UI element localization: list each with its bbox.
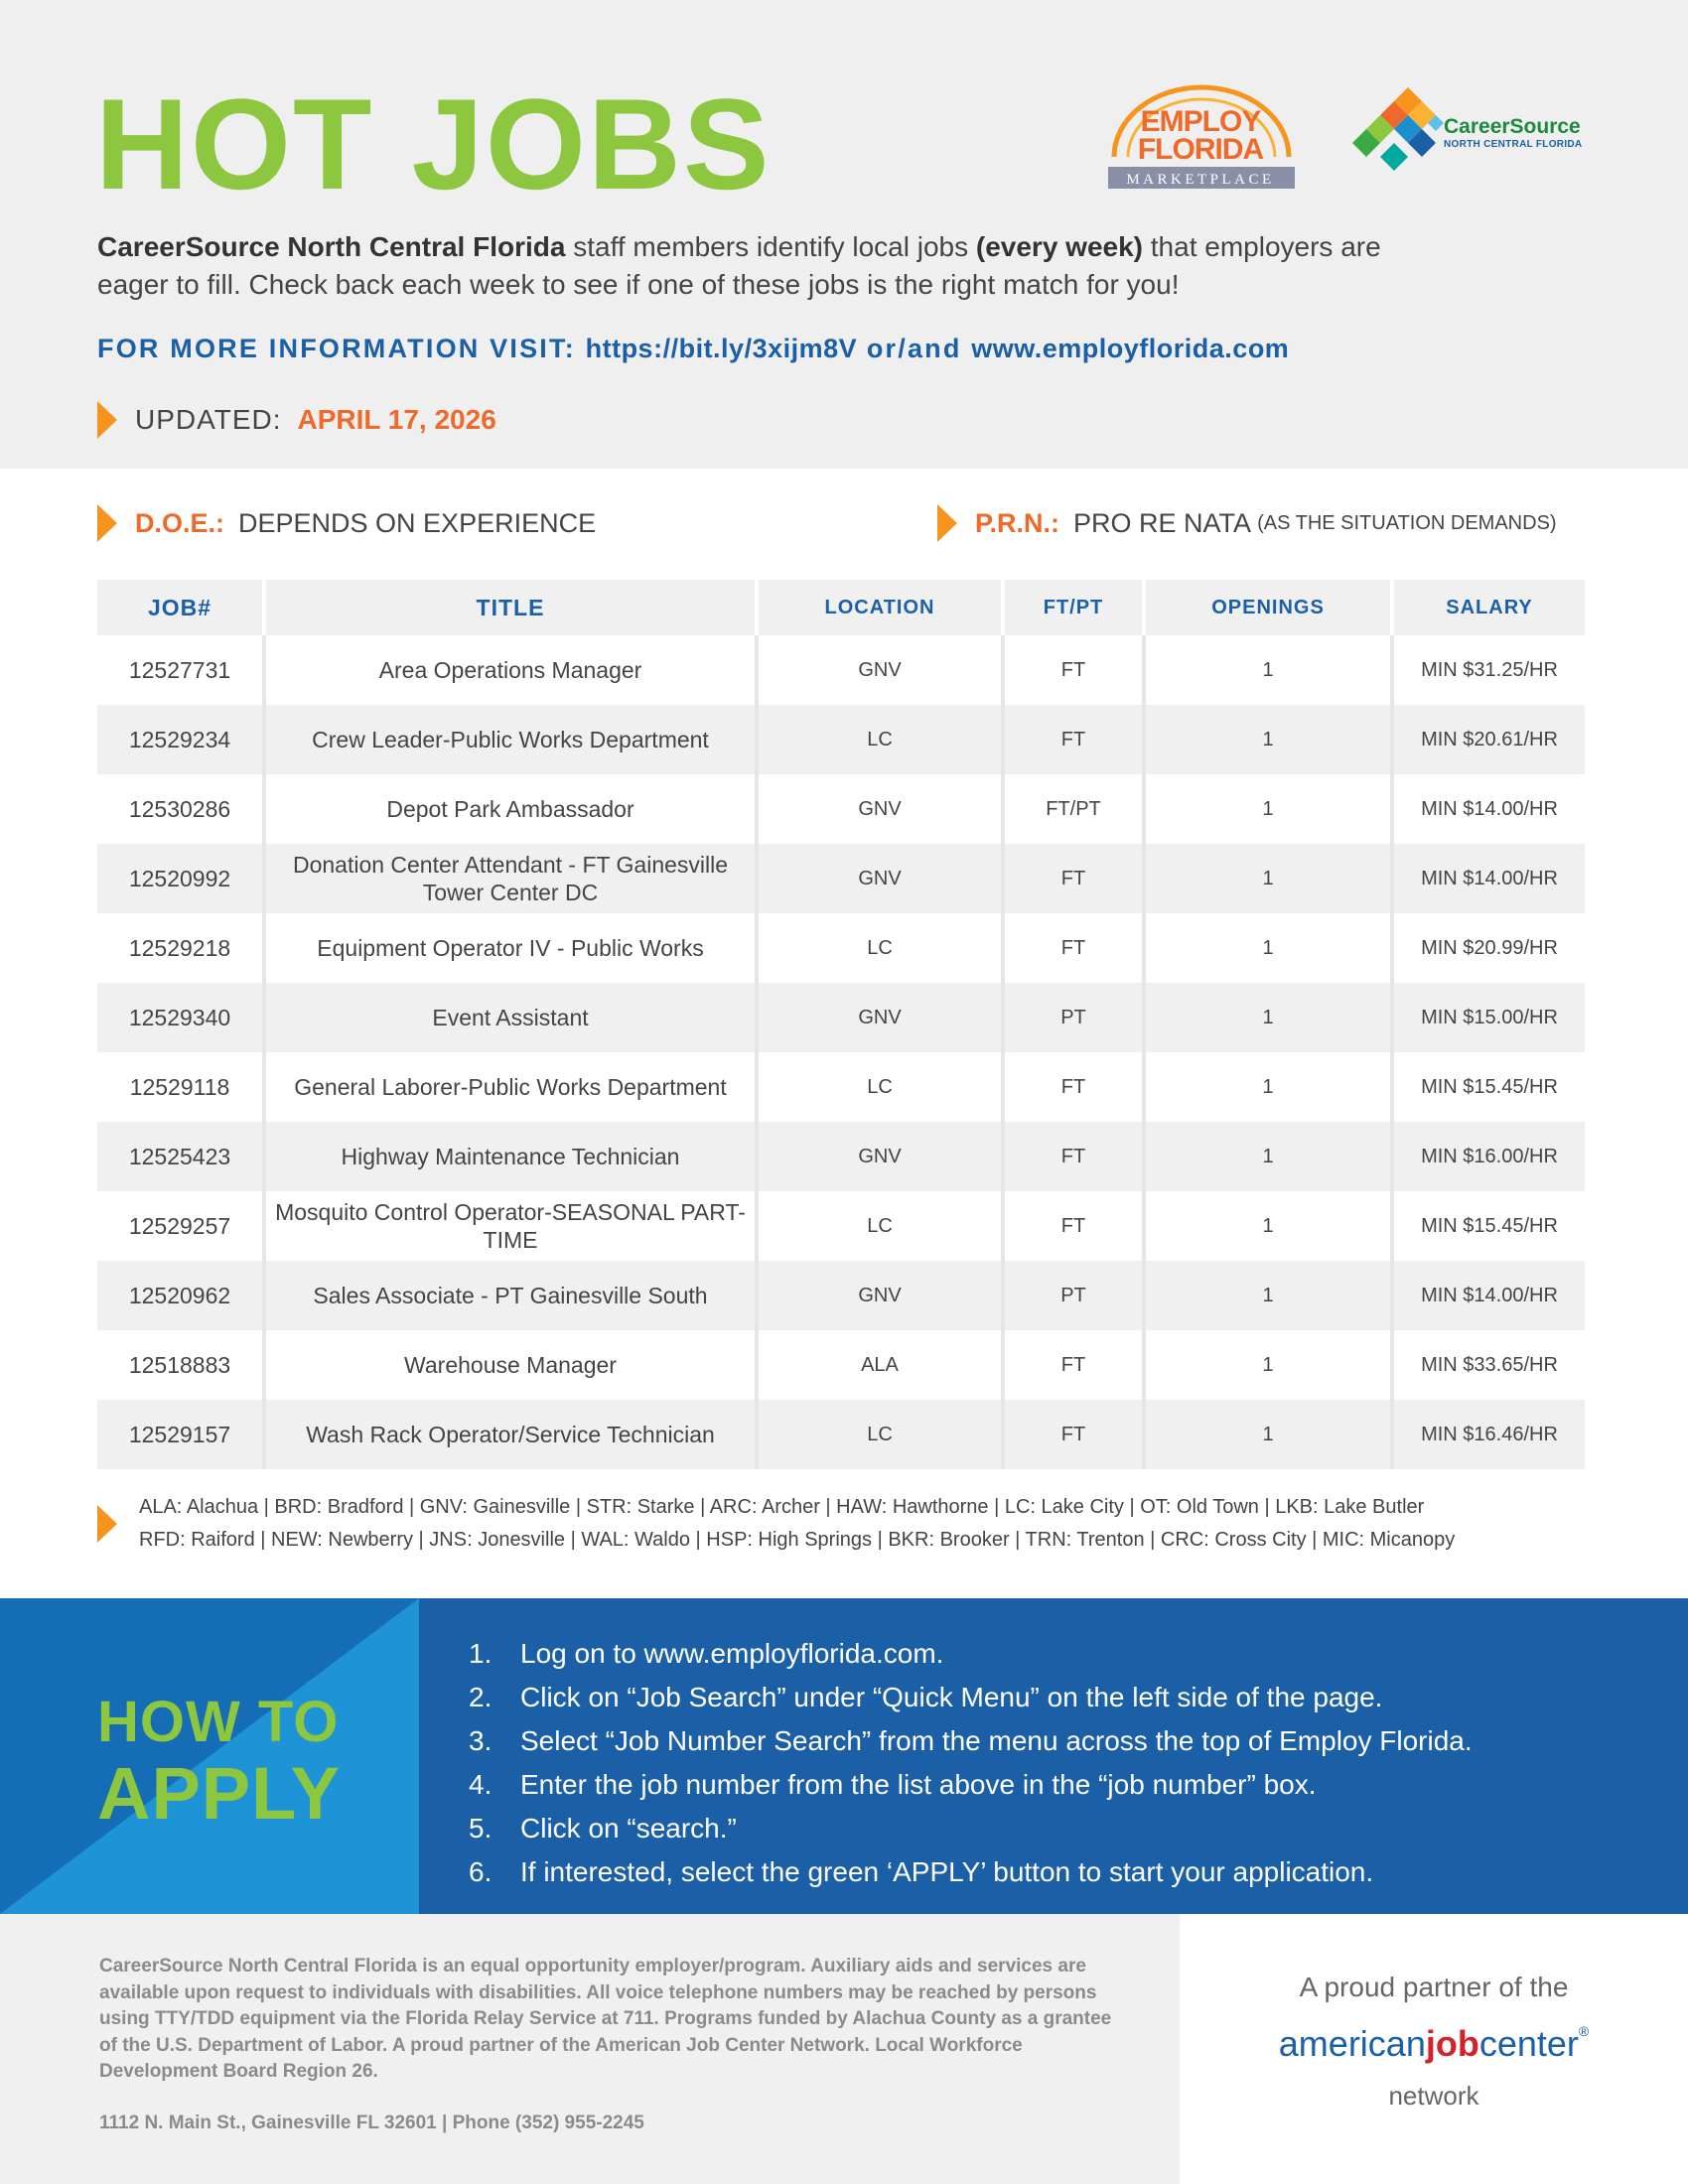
table-body <box>97 635 1585 1469</box>
table-row <box>97 913 1585 983</box>
cell-location: LC <box>759 1191 1005 1261</box>
header-title: TITLE <box>266 580 759 635</box>
apply-step <box>469 1632 1473 1676</box>
network-text: network <box>1388 2081 1479 2111</box>
cell-openings: 1 <box>1146 635 1394 705</box>
header-job-number: JOB# <box>97 580 266 635</box>
cell-job-number: 12529218 <box>97 913 266 983</box>
employ-florida-line3: MARKETPLACE <box>1126 172 1275 188</box>
legend-line-1: ALA: Alachua | BRD: Bradford | GNV: Gainesville | STR: Starke | ARC: Archer | HAW: Hawthorne | LC: Lake City | OT: Old Town | LKB: Lake Butler <box>139 1496 1425 1518</box>
prn-text: PRO RE NATA <box>1073 507 1252 538</box>
cell-openings: 1 <box>1146 1261 1394 1330</box>
cell-title: Highway Maintenance Technician <box>266 1122 759 1191</box>
ajc-part3: center <box>1478 2023 1579 2064</box>
page-title: HOT JOBS <box>95 71 772 216</box>
bitly-link[interactable]: https://bit.ly/3xijm8V <box>585 334 858 363</box>
step-number: 1. <box>469 1638 492 1669</box>
cell-openings: 1 <box>1146 1122 1394 1191</box>
partner-text: A proud partner of the <box>1299 1972 1569 2002</box>
cell-ft-pt: FT <box>1005 635 1146 705</box>
arrow-icon <box>937 504 957 542</box>
cell-title: Event Assistant <box>266 983 759 1052</box>
intro-paragraph <box>97 228 1428 304</box>
cell-job-number: 12529157 <box>97 1400 266 1469</box>
cell-salary: MIN $33.65/HR <box>1421 1354 1558 1376</box>
table-row <box>97 705 1585 774</box>
cell-job-number: 12529257 <box>97 1191 266 1261</box>
apply-step <box>469 1763 1473 1807</box>
cell-title: Wash Rack Operator/Service Technician <box>266 1400 759 1469</box>
cell-salary: MIN $14.00/HR <box>1421 798 1558 820</box>
cell-ft-pt: FT <box>1005 1052 1146 1122</box>
cell-salary: MIN $20.99/HR <box>1421 937 1558 959</box>
cell-job-number: 12525423 <box>97 1122 266 1191</box>
cell-title: Warehouse Manager <box>266 1330 759 1400</box>
cell-openings: 1 <box>1146 1191 1394 1261</box>
step-text: Select “Job Number Search” from the menu across the top of Employ Florida. <box>520 1725 1473 1756</box>
table-row <box>97 1191 1585 1261</box>
header-openings: OPENINGS <box>1146 580 1394 635</box>
updated-line <box>97 401 496 439</box>
step-number: 6. <box>469 1856 492 1887</box>
intro-org: CareerSource North Central Florida <box>97 231 566 262</box>
header-salary: SALARY <box>1446 596 1533 618</box>
cell-title: General Laborer-Public Works Department <box>266 1052 759 1122</box>
cell-location: LC <box>759 705 1005 774</box>
table-row <box>97 1052 1585 1122</box>
doe-text: DEPENDS ON EXPERIENCE <box>238 507 597 538</box>
cell-job-number: 12530286 <box>97 774 266 844</box>
cell-openings: 1 <box>1146 983 1394 1052</box>
cell-title: Mosquito Control Operator-SEASONAL PART-TIME <box>266 1191 759 1261</box>
cell-job-number: 12518883 <box>97 1330 266 1400</box>
prn-note <box>937 504 1557 542</box>
apply-steps <box>469 1632 1473 1894</box>
cell-openings: 1 <box>1146 1400 1394 1469</box>
cell-job-number: 12529234 <box>97 705 266 774</box>
ajc-part1: american <box>1278 2023 1426 2064</box>
doe-note <box>97 504 596 542</box>
how-to-apply-section <box>0 1598 1688 1914</box>
cell-salary: MIN $15.00/HR <box>1421 1007 1558 1028</box>
footer <box>0 1914 1688 2184</box>
table-header <box>97 580 1585 635</box>
cell-location: LC <box>759 1400 1005 1469</box>
american-job-center-logo <box>1180 2023 1688 2065</box>
cell-ft-pt: FT <box>1005 705 1146 774</box>
step-text: Log on to www.employflorida.com. <box>520 1638 944 1669</box>
cell-salary: MIN $15.45/HR <box>1421 1076 1558 1098</box>
prn-abbr: P.R.N.: <box>975 507 1060 538</box>
step-text: If interested, select the green ‘APPLY’ button to start your application. <box>520 1856 1374 1887</box>
cell-salary: MIN $20.61/HR <box>1421 729 1558 751</box>
arrow-icon <box>97 1505 117 1543</box>
cell-salary: MIN $15.45/HR <box>1421 1215 1558 1237</box>
apply-title-line1: HOW TO <box>97 1690 340 1754</box>
intro-text-2: that employers are eager to fill. Check back each week to see if one of these jobs is the right match for you! <box>97 231 1381 300</box>
table-row <box>97 983 1585 1052</box>
cell-ft-pt: FT/PT <box>1005 774 1146 844</box>
legal-disclaimer: CareerSource North Central Florida is an equal opportunity employer/program. Auxiliary aids and services are available upon request to individuals with disabilities. All voice telephone numbers may be reached by persons using TTY/TDD equipment via the Florida Relay Service at 711. Programs funded by Alachua County as a grantee of the U.S. Department of Labor. A proud partner of the American Job Center Network. Local Workforce Development Board Region 26. <box>99 1956 1112 2082</box>
jobs-table <box>97 580 1585 1469</box>
employ-florida-line2: FLORIDA <box>1137 133 1264 166</box>
cell-ft-pt: FT <box>1005 1330 1146 1400</box>
cell-ft-pt: PT <box>1005 983 1146 1052</box>
cell-salary: MIN $14.00/HR <box>1421 1285 1558 1306</box>
arrow-icon <box>97 401 117 439</box>
employ-florida-line1: EMPLOY <box>1140 105 1261 138</box>
cell-salary: MIN $31.25/HR <box>1421 659 1558 681</box>
cell-location: ALA <box>759 1330 1005 1400</box>
cell-location: LC <box>759 1052 1005 1122</box>
employflorida-link[interactable]: www.employflorida.com <box>971 334 1290 363</box>
table-row <box>97 1261 1585 1330</box>
cell-openings: 1 <box>1146 774 1394 844</box>
cell-salary: MIN $14.00/HR <box>1421 868 1558 889</box>
legend-text <box>139 1491 1455 1557</box>
table-row <box>97 844 1585 913</box>
cell-location: GNV <box>759 983 1005 1052</box>
intro-text-1: staff members identify local jobs <box>565 231 976 262</box>
header-ft-pt: FT/PT <box>1005 580 1146 635</box>
cell-openings: 1 <box>1146 705 1394 774</box>
cell-location: LC <box>759 913 1005 983</box>
step-text: Click on “Job Search” under “Quick Menu” on the left side of the page. <box>520 1682 1383 1712</box>
employ-florida-logo <box>1104 79 1298 193</box>
cell-openings: 1 <box>1146 913 1394 983</box>
cell-title: Depot Park Ambassador <box>266 774 759 844</box>
step-number: 2. <box>469 1682 492 1712</box>
step-number: 4. <box>469 1769 492 1800</box>
cell-title: Equipment Operator IV - Public Works <box>266 913 759 983</box>
cell-salary: MIN $16.00/HR <box>1421 1146 1558 1167</box>
intro-bold: (every week) <box>975 231 1143 262</box>
step-text: Click on “search.” <box>520 1813 737 1843</box>
cell-job-number: 12520992 <box>97 844 266 913</box>
arrow-icon <box>97 504 117 542</box>
cell-ft-pt: PT <box>1005 1261 1146 1330</box>
cell-ft-pt: FT <box>1005 1191 1146 1261</box>
cell-job-number: 12529118 <box>97 1052 266 1122</box>
more-info-join: or/and <box>866 334 962 363</box>
apply-step <box>469 1850 1473 1894</box>
cell-location: GNV <box>759 635 1005 705</box>
table-row <box>97 1400 1585 1469</box>
more-info-label: FOR MORE INFORMATION VISIT: <box>97 334 576 363</box>
cell-job-number: 12520962 <box>97 1261 266 1330</box>
updated-date: APRIL 17, 2026 <box>297 404 496 435</box>
cell-location: GNV <box>759 1261 1005 1330</box>
cell-ft-pt: FT <box>1005 1400 1146 1469</box>
cell-ft-pt: FT <box>1005 913 1146 983</box>
table-row <box>97 1122 1585 1191</box>
legend-line-2: RFD: Raiford | NEW: Newberry | JNS: Jonesville | WAL: Waldo | HSP: High Springs | BKR: Brooker | TRN: Trenton | CRC: Cross City | MIC: Micanopy <box>139 1529 1456 1551</box>
apply-step <box>469 1807 1473 1850</box>
cell-job-number: 12527731 <box>97 635 266 705</box>
table-row <box>97 635 1585 705</box>
header-location: LOCATION <box>759 580 1005 635</box>
cell-ft-pt: FT <box>1005 1122 1146 1191</box>
step-text: Enter the job number from the list above in the “job number” box. <box>520 1769 1317 1800</box>
prn-small: (AS THE SITUATION DEMANDS) <box>1257 511 1557 534</box>
cell-location: GNV <box>759 1122 1005 1191</box>
cell-location: GNV <box>759 844 1005 913</box>
step-number: 3. <box>469 1725 492 1756</box>
table-row <box>97 1330 1585 1400</box>
cell-title: Area Operations Manager <box>266 635 759 705</box>
ajc-part2: job <box>1425 2023 1479 2064</box>
careersource-region: NORTH CENTRAL FLORIDA <box>1444 139 1583 150</box>
doe-abbr: D.O.E.: <box>135 507 225 538</box>
cell-title: Sales Associate - PT Gainesville South <box>266 1261 759 1330</box>
more-info-line <box>97 334 1289 364</box>
updated-label: UPDATED: <box>135 404 282 435</box>
footer-address: 1112 N. Main St., Gainesville FL 32601 | Phone (352) 955-2245 <box>99 2113 644 2133</box>
registered-mark: ® <box>1578 2023 1590 2039</box>
location-legend <box>97 1491 1587 1557</box>
apply-step <box>469 1676 1473 1719</box>
cell-salary: MIN $16.46/HR <box>1421 1424 1558 1445</box>
cell-title: Crew Leader-Public Works Department <box>266 705 759 774</box>
table-row <box>97 774 1585 844</box>
cell-title: Donation Center Attendant - FT Gainesville Tower Center DC <box>266 844 759 913</box>
cell-ft-pt: FT <box>1005 844 1146 913</box>
cell-openings: 1 <box>1146 844 1394 913</box>
apply-title-line2: APPLY <box>97 1752 341 1835</box>
apply-step <box>469 1719 1473 1763</box>
careersource-name: CareerSource <box>1444 115 1581 138</box>
step-number: 5. <box>469 1813 492 1843</box>
cell-location: GNV <box>759 774 1005 844</box>
cell-openings: 1 <box>1146 1330 1394 1400</box>
cell-job-number: 12529340 <box>97 983 266 1052</box>
partner-block <box>1180 1914 1688 2184</box>
cell-openings: 1 <box>1146 1052 1394 1122</box>
apply-title <box>97 1690 341 1835</box>
header-section <box>0 0 1688 469</box>
